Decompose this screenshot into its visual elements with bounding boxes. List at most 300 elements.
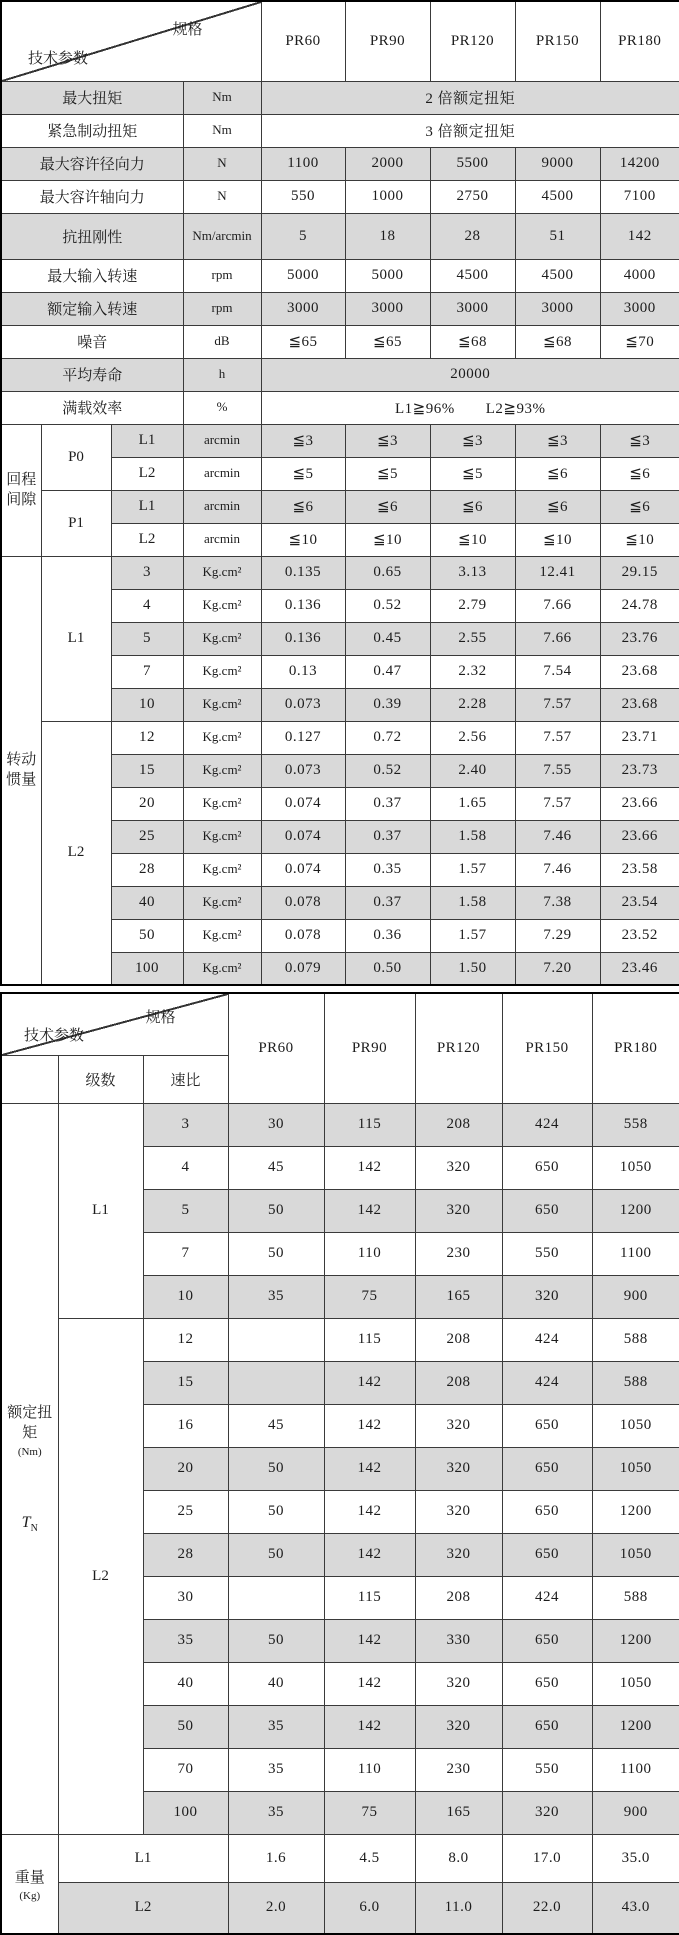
value-cell: 3000: [261, 292, 345, 325]
value-cell: 8.0: [415, 1834, 502, 1882]
column-header-pr150: PR150: [515, 1, 600, 81]
unit-cell: Kg.cm²: [183, 754, 261, 787]
value-cell: 588: [592, 1318, 679, 1361]
value-cell: 7.55: [515, 754, 600, 787]
value-cell: 650: [502, 1447, 592, 1490]
value-cell: ≦5: [345, 457, 430, 490]
spec-corner-label: 规格: [172, 22, 203, 38]
value-cell: 50: [228, 1619, 324, 1662]
value-cell: 7.66: [515, 622, 600, 655]
value-cell: 29.15: [600, 556, 679, 589]
value-cell: 45: [228, 1146, 324, 1189]
value-cell: 0.37: [345, 886, 430, 919]
value-cell: 142: [324, 1404, 415, 1447]
value-cell: ≦10: [600, 523, 679, 556]
value-cell: 0.135: [261, 556, 345, 589]
value-cell: 320: [415, 1533, 502, 1576]
unit-cell: Kg.cm²: [183, 556, 261, 589]
value-cell: 2.28: [430, 688, 515, 721]
column-header-pr90: PR90: [324, 993, 415, 1103]
value-cell: 1050: [592, 1447, 679, 1490]
value-cell: ≦5: [261, 457, 345, 490]
torque-group-label: [1, 1103, 58, 1834]
value-cell: 320: [415, 1447, 502, 1490]
value-cell: 1.50: [430, 952, 515, 985]
value-cell: ≦6: [515, 457, 600, 490]
value-cell: 320: [415, 1146, 502, 1189]
value-cell: [228, 1318, 324, 1361]
value-cell: ≦68: [515, 325, 600, 358]
value-cell: 320: [415, 1705, 502, 1748]
value-cell: 7.66: [515, 589, 600, 622]
value-cell: 50: [228, 1490, 324, 1533]
column-header-pr120: PR120: [415, 993, 502, 1103]
value-cell: 142: [324, 1361, 415, 1404]
ratio-cell: 15: [111, 754, 183, 787]
stage-group-label: L1: [58, 1103, 143, 1318]
value-cell: 208: [415, 1576, 502, 1619]
unit-cell: N: [183, 180, 261, 213]
unit-cell: Kg.cm²: [183, 688, 261, 721]
value-cell: 7.57: [515, 787, 600, 820]
value-cell: ≦65: [345, 325, 430, 358]
value-cell: 35: [228, 1705, 324, 1748]
value-cell: 0.074: [261, 853, 345, 886]
value-cell: 650: [502, 1404, 592, 1447]
value-cell: 0.47: [345, 655, 430, 688]
value-cell: ≦6: [600, 457, 679, 490]
ratio-cell: 5: [111, 622, 183, 655]
value-cell: ≦5: [430, 457, 515, 490]
unit-cell: Kg.cm²: [183, 655, 261, 688]
param-label: 最大容许径向力: [1, 147, 183, 180]
subheader-empty-cell: [1, 1055, 58, 1103]
value-cell: 5: [261, 213, 345, 259]
stage-label: L1: [111, 490, 183, 523]
value-cell: 588: [592, 1361, 679, 1404]
value-cell: 0.078: [261, 886, 345, 919]
value-cell: 7.54: [515, 655, 600, 688]
value-cell: 208: [415, 1103, 502, 1146]
ratio-cell: 100: [143, 1791, 228, 1834]
param-label: 噪音: [1, 325, 183, 358]
value-cell: 0.65: [345, 556, 430, 589]
value-cell: 320: [415, 1490, 502, 1533]
value-cell: 3.13: [430, 556, 515, 589]
value-cell: 0.079: [261, 952, 345, 985]
torque-group-unit: (Nm): [17, 1446, 42, 1459]
column-header-pr180: PR180: [592, 993, 679, 1103]
value-cell: 320: [502, 1791, 592, 1834]
unit-cell: Nm: [183, 114, 261, 147]
value-cell: 1100: [592, 1748, 679, 1791]
value-cell: 50: [228, 1447, 324, 1490]
ratio-cell: 100: [111, 952, 183, 985]
ratio-cell: 7: [143, 1232, 228, 1275]
corner-header-cell: [1, 993, 228, 1055]
value-cell: 17.0: [502, 1834, 592, 1882]
stage-label: L2: [58, 1882, 228, 1934]
ratio-cell: 20: [111, 787, 183, 820]
value-cell: ≦6: [600, 490, 679, 523]
value-cell: 900: [592, 1791, 679, 1834]
torque-symbol: $T_N$: [21, 1514, 38, 1535]
merged-value-cell: 3 倍额定扭矩: [261, 114, 679, 147]
ratio-column-header: 速比: [143, 1055, 228, 1103]
value-cell: 7100: [600, 180, 679, 213]
value-cell: 1050: [592, 1146, 679, 1189]
value-cell: 2750: [430, 180, 515, 213]
merged-value-cell: 2 倍额定扭矩: [261, 81, 679, 114]
unit-cell: arcmin: [183, 457, 261, 490]
value-cell: 550: [502, 1748, 592, 1791]
param-label: 平均寿命: [1, 358, 183, 391]
ratio-cell: 3: [143, 1103, 228, 1146]
unit-cell: rpm: [183, 292, 261, 325]
value-cell: ≦68: [430, 325, 515, 358]
unit-cell: rpm: [183, 259, 261, 292]
value-cell: 0.52: [345, 589, 430, 622]
torque-group-title: 额定扭矩: [7, 1404, 53, 1441]
value-cell: 50: [228, 1232, 324, 1275]
inertia-group-label: 转动惯量: [1, 556, 41, 985]
value-cell: 142: [600, 213, 679, 259]
ratio-cell: 70: [143, 1748, 228, 1791]
value-cell: ≦10: [345, 523, 430, 556]
ratio-cell: 5: [143, 1189, 228, 1232]
value-cell: 650: [502, 1662, 592, 1705]
value-cell: ≦65: [261, 325, 345, 358]
value-cell: 75: [324, 1275, 415, 1318]
value-cell: 650: [502, 1146, 592, 1189]
ratio-cell: 4: [143, 1146, 228, 1189]
column-header-pr60: PR60: [228, 993, 324, 1103]
value-cell: [228, 1576, 324, 1619]
ratio-cell: 25: [111, 820, 183, 853]
value-cell: 3000: [345, 292, 430, 325]
unit-cell: arcmin: [183, 490, 261, 523]
value-cell: 2.32: [430, 655, 515, 688]
value-cell: 2.56: [430, 721, 515, 754]
value-cell: 7.20: [515, 952, 600, 985]
value-cell: ≦3: [600, 424, 679, 457]
value-cell: 2.79: [430, 589, 515, 622]
value-cell: 1.6: [228, 1834, 324, 1882]
value-cell: 1.58: [430, 886, 515, 919]
value-cell: 23.46: [600, 952, 679, 985]
value-cell: 1200: [592, 1705, 679, 1748]
value-cell: 424: [502, 1576, 592, 1619]
unit-cell: arcmin: [183, 523, 261, 556]
value-cell: 1050: [592, 1662, 679, 1705]
value-cell: 0.127: [261, 721, 345, 754]
ratio-cell: 10: [143, 1275, 228, 1318]
value-cell: 5500: [430, 147, 515, 180]
unit-cell: Kg.cm²: [183, 820, 261, 853]
ratio-cell: 16: [143, 1404, 228, 1447]
value-cell: 5000: [261, 259, 345, 292]
value-cell: 11.0: [415, 1882, 502, 1934]
ratio-cell: 35: [143, 1619, 228, 1662]
value-cell: 900: [592, 1275, 679, 1318]
value-cell: 550: [261, 180, 345, 213]
value-cell: 0.073: [261, 688, 345, 721]
value-cell: 650: [502, 1619, 592, 1662]
value-cell: 23.73: [600, 754, 679, 787]
value-cell: 35: [228, 1791, 324, 1834]
value-cell: 28: [430, 213, 515, 259]
value-cell: 0.073: [261, 754, 345, 787]
value-cell: 4000: [600, 259, 679, 292]
value-cell: 7.29: [515, 919, 600, 952]
value-cell: 142: [324, 1533, 415, 1576]
value-cell: 650: [502, 1490, 592, 1533]
value-cell: 7.57: [515, 721, 600, 754]
value-cell: 424: [502, 1361, 592, 1404]
param-corner-label: 技术参数: [24, 1027, 85, 1044]
value-cell: 4500: [430, 259, 515, 292]
param-label: 最大扭矩: [1, 81, 183, 114]
value-cell: 3000: [515, 292, 600, 325]
value-cell: 424: [502, 1318, 592, 1361]
value-cell: 3000: [430, 292, 515, 325]
unit-cell: Nm/arcmin: [183, 213, 261, 259]
ratio-cell: 30: [143, 1576, 228, 1619]
value-cell: 320: [415, 1189, 502, 1232]
stage-column-header: 级数: [58, 1055, 143, 1103]
value-cell: 7.38: [515, 886, 600, 919]
value-cell: 1100: [261, 147, 345, 180]
value-cell: 30: [228, 1103, 324, 1146]
stage-label: L2: [111, 523, 183, 556]
value-cell: 23.54: [600, 886, 679, 919]
value-cell: 23.66: [600, 787, 679, 820]
ratio-cell: 3: [111, 556, 183, 589]
value-cell: 4500: [515, 259, 600, 292]
value-cell: 50: [228, 1189, 324, 1232]
backlash-group-label: 回程间隙: [1, 424, 41, 556]
value-cell: 110: [324, 1232, 415, 1275]
weight-group-unit: (Kg): [19, 1889, 41, 1902]
value-cell: 142: [324, 1662, 415, 1705]
value-cell: 4.5: [324, 1834, 415, 1882]
value-cell: 24.78: [600, 589, 679, 622]
unit-cell: Kg.cm²: [183, 886, 261, 919]
stage-label: L2: [111, 457, 183, 490]
value-cell: 43.0: [592, 1882, 679, 1934]
ratio-cell: 12: [143, 1318, 228, 1361]
value-cell: 1.58: [430, 820, 515, 853]
unit-cell: h: [183, 358, 261, 391]
value-cell: 320: [415, 1404, 502, 1447]
value-cell: 1000: [345, 180, 430, 213]
value-cell: 7.57: [515, 688, 600, 721]
column-header-pr120: PR120: [430, 1, 515, 81]
value-cell: 0.72: [345, 721, 430, 754]
weight-group-title: 重量: [14, 1869, 45, 1886]
value-cell: 320: [415, 1662, 502, 1705]
unit-cell: Kg.cm²: [183, 589, 261, 622]
value-cell: 208: [415, 1318, 502, 1361]
value-cell: ≦10: [515, 523, 600, 556]
value-cell: ≦6: [515, 490, 600, 523]
value-cell: 0.13: [261, 655, 345, 688]
column-header-pr60: PR60: [261, 1, 345, 81]
spec-corner-label: 规格: [145, 1010, 176, 1026]
spec-table-torque: [0, 992, 679, 1935]
value-cell: ≦10: [430, 523, 515, 556]
unit-cell: dB: [183, 325, 261, 358]
ratio-cell: 28: [111, 853, 183, 886]
param-label: 紧急制动扭矩: [1, 114, 183, 147]
ratio-cell: 15: [143, 1361, 228, 1404]
value-cell: 2000: [345, 147, 430, 180]
value-cell: 1200: [592, 1619, 679, 1662]
value-cell: 0.37: [345, 787, 430, 820]
column-header-pr180: PR180: [600, 1, 679, 81]
unit-cell: Kg.cm²: [183, 622, 261, 655]
value-cell: 650: [502, 1705, 592, 1748]
value-cell: 0.074: [261, 787, 345, 820]
value-cell: 115: [324, 1103, 415, 1146]
value-cell: 23.66: [600, 820, 679, 853]
value-cell: 142: [324, 1189, 415, 1232]
value-cell: 320: [502, 1275, 592, 1318]
value-cell: 12.41: [515, 556, 600, 589]
unit-cell: Kg.cm²: [183, 952, 261, 985]
value-cell: 3000: [600, 292, 679, 325]
value-cell: 7.46: [515, 853, 600, 886]
value-cell: 23.58: [600, 853, 679, 886]
value-cell: ≦6: [345, 490, 430, 523]
ratio-cell: 40: [143, 1662, 228, 1705]
value-cell: 230: [415, 1748, 502, 1791]
value-cell: 35.0: [592, 1834, 679, 1882]
stage-group-label: L2: [41, 721, 111, 985]
value-cell: 23.52: [600, 919, 679, 952]
value-cell: 40: [228, 1662, 324, 1705]
value-cell: ≦10: [261, 523, 345, 556]
value-cell: 18: [345, 213, 430, 259]
value-cell: 2.0: [228, 1882, 324, 1934]
value-cell: 230: [415, 1232, 502, 1275]
value-cell: 45: [228, 1404, 324, 1447]
value-cell: 550: [502, 1232, 592, 1275]
value-cell: 0.50: [345, 952, 430, 985]
ratio-cell: 40: [111, 886, 183, 919]
stage-group-label: L2: [58, 1318, 143, 1834]
value-cell: 142: [324, 1490, 415, 1533]
unit-cell: Kg.cm²: [183, 787, 261, 820]
value-cell: 424: [502, 1103, 592, 1146]
param-label: 最大输入转速: [1, 259, 183, 292]
value-cell: 23.68: [600, 688, 679, 721]
param-label: 最大容许轴向力: [1, 180, 183, 213]
value-cell: 110: [324, 1748, 415, 1791]
unit-cell: Kg.cm²: [183, 919, 261, 952]
value-cell: 75: [324, 1791, 415, 1834]
value-cell: 35: [228, 1275, 324, 1318]
value-cell: 330: [415, 1619, 502, 1662]
corner-header-cell: [1, 1, 261, 81]
value-cell: 208: [415, 1361, 502, 1404]
value-cell: 142: [324, 1619, 415, 1662]
ratio-cell: 20: [143, 1447, 228, 1490]
ratio-cell: 12: [111, 721, 183, 754]
param-label: 抗扭刚性: [1, 213, 183, 259]
value-cell: [228, 1361, 324, 1404]
value-cell: 22.0: [502, 1882, 592, 1934]
value-cell: 0.074: [261, 820, 345, 853]
value-cell: 0.35: [345, 853, 430, 886]
ratio-cell: 4: [111, 589, 183, 622]
unit-cell: N: [183, 147, 261, 180]
value-cell: 1200: [592, 1189, 679, 1232]
stage-label: L1: [111, 424, 183, 457]
weight-group-label: [1, 1834, 58, 1934]
value-cell: 5000: [345, 259, 430, 292]
value-cell: 0.52: [345, 754, 430, 787]
precision-class-label: P1: [41, 490, 111, 556]
value-cell: ≦6: [261, 490, 345, 523]
param-corner-label: 技术参数: [28, 50, 89, 67]
param-label: 额定输入转速: [1, 292, 183, 325]
value-cell: 0.37: [345, 820, 430, 853]
value-cell: 1050: [592, 1404, 679, 1447]
ratio-cell: 50: [111, 919, 183, 952]
value-cell: 142: [324, 1146, 415, 1189]
value-cell: 2.55: [430, 622, 515, 655]
ratio-cell: 28: [143, 1533, 228, 1576]
ratio-cell: 7: [111, 655, 183, 688]
param-label: 满载效率: [1, 391, 183, 424]
unit-cell: arcmin: [183, 424, 261, 457]
value-cell: 650: [502, 1533, 592, 1576]
value-cell: 0.45: [345, 622, 430, 655]
merged-value-cell: 20000: [261, 358, 679, 391]
value-cell: 2.40: [430, 754, 515, 787]
value-cell: 23.68: [600, 655, 679, 688]
value-cell: 1.57: [430, 919, 515, 952]
unit-cell: Nm: [183, 81, 261, 114]
value-cell: 1050: [592, 1533, 679, 1576]
ratio-cell: 50: [143, 1705, 228, 1748]
stage-label: L1: [58, 1834, 228, 1882]
column-header-pr150: PR150: [502, 993, 592, 1103]
value-cell: 1.57: [430, 853, 515, 886]
value-cell: 0.078: [261, 919, 345, 952]
merged-value-cell: L1≧96% L2≧93%: [261, 391, 679, 424]
value-cell: 0.39: [345, 688, 430, 721]
value-cell: 35: [228, 1748, 324, 1791]
value-cell: 558: [592, 1103, 679, 1146]
value-cell: 0.36: [345, 919, 430, 952]
value-cell: 650: [502, 1189, 592, 1232]
column-header-pr90: PR90: [345, 1, 430, 81]
precision-class-label: P0: [41, 424, 111, 490]
value-cell: 165: [415, 1791, 502, 1834]
value-cell: 142: [324, 1447, 415, 1490]
value-cell: 1.65: [430, 787, 515, 820]
stage-group-label: L1: [41, 556, 111, 721]
value-cell: 115: [324, 1318, 415, 1361]
unit-cell: %: [183, 391, 261, 424]
ratio-cell: 25: [143, 1490, 228, 1533]
value-cell: 23.71: [600, 721, 679, 754]
value-cell: ≦3: [430, 424, 515, 457]
value-cell: ≦3: [261, 424, 345, 457]
ratio-cell: 10: [111, 688, 183, 721]
